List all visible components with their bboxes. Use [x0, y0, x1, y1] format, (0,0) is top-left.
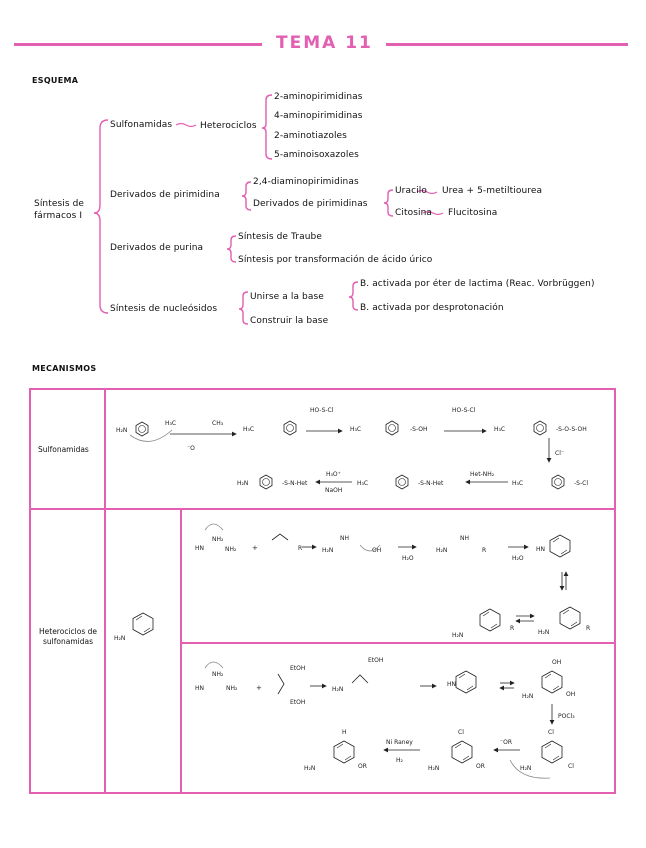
guanidine-scheme-2 [195, 657, 575, 778]
svg-text:-S-Cl: -S-Cl [574, 480, 588, 487]
nucleosidos-label: Síntesis de nucleósidos [110, 304, 218, 314]
dichloropyrimidine-ring [542, 741, 562, 763]
svg-text:NH₂: NH₂ [225, 546, 237, 553]
svg-text:+: + [252, 544, 258, 552]
base-item-2: B. activada por desprotonación [360, 303, 504, 313]
esquema-heading: ESQUEMA [32, 76, 79, 85]
row2-label: Heterociclos de sulfonamidas [39, 627, 97, 646]
svg-text:H₃C: H₃C [494, 426, 506, 433]
reagent-h2: H₂ [396, 757, 403, 764]
aniline-ring [136, 422, 148, 436]
pirimidina-label: Derivados de pirimidina [110, 190, 220, 200]
reagent-ni-raney: Ni Raney [386, 739, 413, 746]
purina-label: Derivados de purina [110, 243, 204, 253]
base-item-1: B. activada por éter de lactima (Reac. Vorbrüggen) [360, 279, 595, 289]
svg-text:H₂N: H₂N [332, 686, 344, 693]
heterociclo-item-4: 5-aminoisoxazoles [274, 150, 359, 160]
heterociclo-item-1: 2-aminopirimidinas [274, 92, 363, 102]
sulfonamidas-label: Sulfonamidas [110, 120, 173, 130]
reagent-clso3h: HO-S-Cl [310, 407, 334, 414]
citosina-result: Flucitosina [448, 208, 498, 218]
svg-text:NH₂: NH₂ [212, 671, 224, 678]
svg-text:HN: HN [195, 545, 204, 552]
page-title: TEMA 11 [276, 33, 373, 53]
svg-text:Cl: Cl [458, 729, 464, 736]
svg-text:H₂O: H₂O [512, 555, 524, 562]
heterociclos-label: Heterociclos [200, 121, 257, 131]
dihydroxypyrimidine-ring [542, 671, 562, 693]
svg-text:H₂N: H₂N [237, 480, 249, 487]
svg-text:H₃C: H₃C [512, 480, 524, 487]
final-pyrimidine-ring [334, 741, 354, 763]
root-text: Síntesis de fármacos I [34, 199, 85, 221]
protected-sulfonamide-ring [396, 475, 408, 489]
nucleosidos-item-1: Unirse a la base [250, 292, 324, 302]
dihydropyrimidine-ring [550, 535, 570, 557]
heterociclo-item-2: 4-aminopirimidinas [274, 111, 363, 121]
svg-text:-S-O-S-OH: -S-O-S-OH [556, 426, 587, 433]
mecanismos-heading: MECANISMOS [32, 364, 97, 373]
reagent-pocl3: POCl₃ [558, 713, 575, 720]
svg-text:H₂N: H₂N [538, 629, 550, 636]
svg-text:NaOH: NaOH [325, 487, 343, 494]
alkoxypyrimidine-ring [452, 741, 472, 763]
pyrimidine-ring-b [560, 607, 580, 629]
svg-text:H₂N: H₂N [116, 427, 128, 434]
reagent-het-nh2: Het-NH₂ [470, 471, 495, 478]
svg-text:H₂N: H₂N [522, 693, 534, 700]
svg-text:-S-N-Het: -S-N-Het [418, 480, 444, 487]
aminopyrimidine-structure [114, 613, 153, 642]
svg-text:H₃C: H₃C [165, 420, 177, 427]
svg-text:NH₂: NH₂ [226, 685, 238, 692]
svg-text:H₂N: H₂N [452, 632, 464, 639]
svg-text:R: R [510, 625, 515, 632]
guanidine-scheme-1 [195, 524, 590, 639]
purina-item-2: Síntesis por transformación de ácido úrico [238, 255, 433, 265]
reagent-h2o-1: H₂O [402, 555, 414, 562]
svg-text:HN: HN [536, 546, 545, 553]
uracilo-result: Urea + 5-metiltiourea [442, 186, 543, 196]
svg-text:OR: OR [476, 763, 485, 770]
purina-item-1: Síntesis de Traube [238, 232, 322, 242]
sulfonamide-ring [260, 475, 272, 489]
svg-text:CH₃: CH₃ [212, 420, 224, 427]
svg-text:-S-N-Het: -S-N-Het [282, 480, 308, 487]
row1-label: Sulfonamidas [38, 445, 89, 454]
pyrimidine-ring-a [480, 609, 500, 631]
intermediate-ring-2 [534, 421, 546, 435]
svg-text:NH: NH [460, 535, 469, 542]
nucleosidos-item-2: Construir la base [250, 316, 329, 326]
svg-text:H₂N: H₂N [322, 547, 334, 554]
reagent-or-minus: ⁻OR [500, 739, 513, 746]
pirimidina-item-2: Derivados de pirimidinas [253, 199, 368, 209]
sulfonamidas-scheme [116, 407, 588, 494]
svg-text:H: H [342, 729, 347, 736]
svg-text:Cl: Cl [548, 729, 554, 736]
svg-text:EtOH: EtOH [290, 699, 306, 706]
svg-text:OH: OH [552, 659, 562, 666]
svg-text:EtOH: EtOH [368, 657, 384, 664]
citosina-label: Citosina [395, 208, 433, 218]
svg-text:NH₂: NH₂ [212, 536, 224, 543]
svg-text:R: R [482, 547, 487, 554]
svg-text:+: + [256, 684, 262, 692]
heterociclo-item-3: 2-aminotiazoles [274, 131, 347, 141]
reagent-cl-minus: Cl⁻ [555, 450, 565, 457]
svg-text:H₃C: H₃C [357, 480, 369, 487]
svg-text:H₂N: H₂N [114, 635, 126, 642]
svg-text:H₃C: H₃C [243, 426, 255, 433]
svg-text:H₂N: H₂N [428, 765, 440, 772]
uracilo-label: Uracilo [395, 186, 427, 196]
svg-text:NH: NH [340, 535, 349, 542]
reagent-etoh-1: EtOH [290, 665, 306, 672]
svg-text:H₃O⁺: H₃O⁺ [326, 471, 341, 478]
svg-text:R: R [586, 625, 591, 632]
intermediate-ring-1 [386, 421, 398, 435]
svg-text:Cl: Cl [568, 763, 574, 770]
svg-text:OH: OH [372, 547, 382, 554]
svg-text:R: R [298, 545, 303, 552]
svg-text:H₂N: H₂N [520, 765, 532, 772]
acetanilide-ring [284, 421, 296, 435]
svg-text:⁻O: ⁻O [187, 445, 195, 452]
svg-text:OH: OH [566, 691, 576, 698]
pirimidina-item-1: 2,4-diaminopirimidinas [253, 177, 359, 187]
svg-text:OR: OR [358, 763, 367, 770]
svg-text:HN: HN [195, 685, 204, 692]
sulfonyl-chloride-ring [552, 475, 564, 489]
svg-text:H₃C: H₃C [350, 426, 362, 433]
barbiturate-ring [456, 671, 476, 693]
svg-text:HO-S-Cl: HO-S-Cl [452, 407, 476, 414]
svg-text:-S-OH: -S-OH [410, 426, 428, 433]
svg-text:H₂N: H₂N [436, 547, 448, 554]
svg-text:H₂N: H₂N [304, 765, 316, 772]
svg-text:HN: HN [447, 681, 456, 688]
